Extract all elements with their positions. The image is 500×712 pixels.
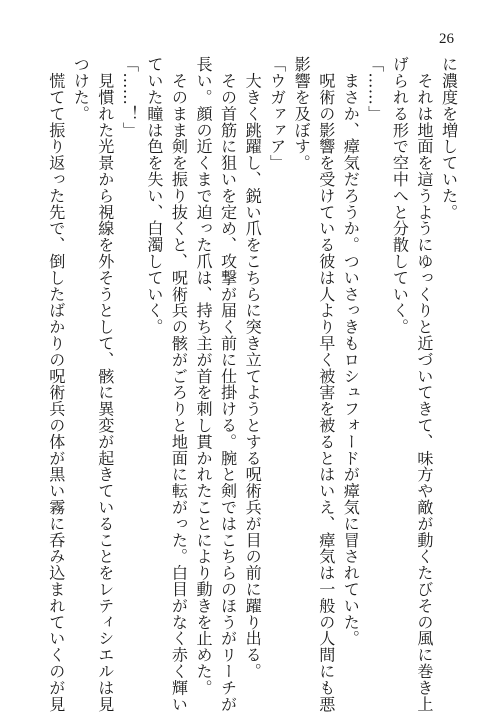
- text-line: 呪術の影響を受けている彼は人より早く被害を被るとはいえ、瘴気は一般の人間にも悪: [316, 56, 336, 712]
- text-line: つけた。: [70, 56, 90, 122]
- text-line: その首筋に狙いを定め、攻撃が届く前に仕掛ける。腕と剣ではこちらのほうがリーチが: [218, 56, 238, 712]
- text-line: それは地面を這うようにゆっくりと近づいてきて、味方や敵が動くたびその風に巻き上: [414, 56, 434, 712]
- text-line: ていた瞳は色を失い、白濁していく。: [144, 56, 164, 335]
- text-line: 長い。顔の近くまで迫った爪は、持ち主が首を刺し貫かれたことにより動きを止めた。: [193, 56, 213, 696]
- text-line: 見慣れた光景から視線を外そうとして、骸に異変が起きていることをレティシエルは見: [95, 56, 115, 712]
- text-line: 慌てて振り返った先で、倒したばかりの呪術兵の体が黒い霧に呑み込まれていくのが見: [46, 56, 66, 712]
- text-line: 「ウガァァア」: [267, 56, 287, 171]
- text-line: げられる形で空中へと分散していく。: [389, 56, 409, 335]
- text-line: 影響を及ぼす。: [291, 56, 311, 171]
- text-line: 「……」: [365, 56, 385, 122]
- text-line: に濃度を増していた。: [439, 56, 458, 220]
- text-line: 「……！」: [119, 56, 139, 138]
- text-line: 大きく跳躍し、鋭い爪をこちらに突き立てようとする呪術兵が目の前に躍り出る。: [242, 56, 262, 680]
- vertical-text-body: [46, 56, 460, 712]
- text-line: そのまま剣を振り抜くと、呪術兵の骸がごろりと地面に転がった。白目がなく赤く輝い: [168, 56, 188, 712]
- page-number: 26: [439, 31, 454, 47]
- text-line: まさか、瘴気だろうか。ついさっきもロシュフォードが瘴気に冒されていた。: [340, 56, 360, 647]
